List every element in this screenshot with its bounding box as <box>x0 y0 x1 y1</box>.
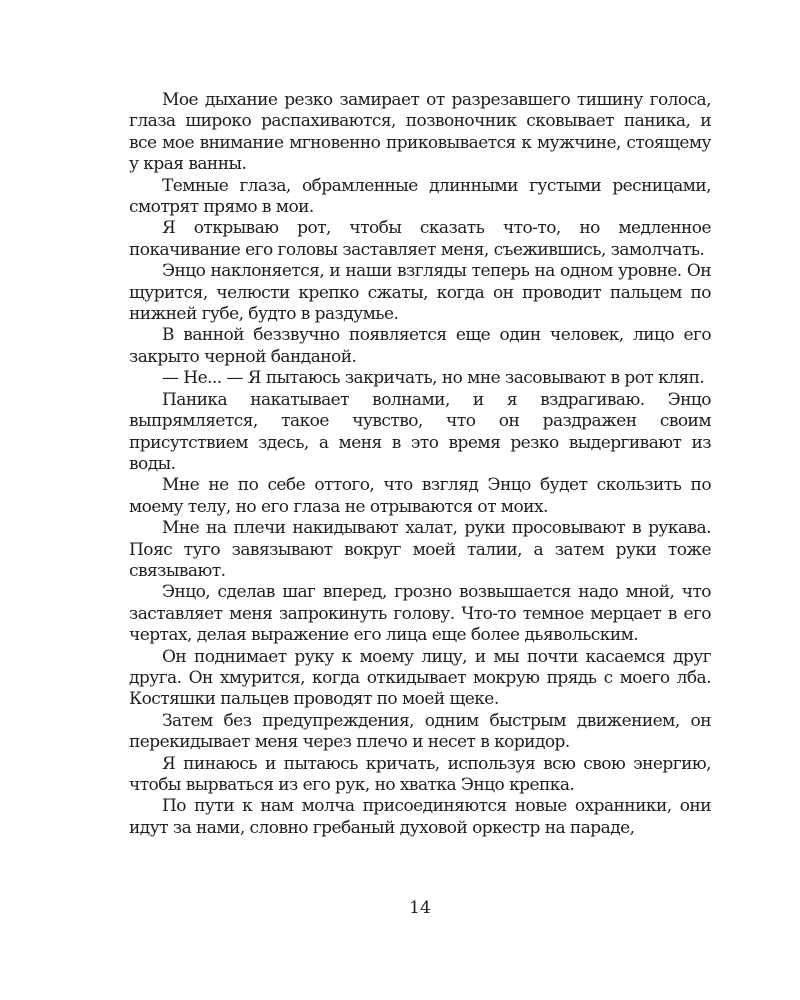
paragraph-2: Темные глаза, обрамленные длинными густыми ресницами, смотрят прямо в мои. <box>129 175 711 218</box>
paragraph-6: — Не... — Я пытаюсь закричать, но мне засовывают в рот кляп. <box>162 368 705 389</box>
paragraph-12: Затем без предупреждения, одним быстрым движением, он перекидывает меня через плечо и несет в коридор. <box>129 710 711 753</box>
paragraph-11: Он поднимает руку к моему лицу, и мы почти касаемся друг друга. Он хмурится, когда откидывает мокрую прядь с моего лба. Костяшки пальцев проводят по моей щеке. <box>129 646 711 710</box>
paragraph-13: Я пинаюсь и пытаюсь кричать, используя всю свою энергию, чтобы вырваться из его рук, но хватка Энцо крепка. <box>129 753 711 795</box>
paragraph-4: Энцо наклоняется, и наши взгляды теперь на одном уровне. Он щурится, челюсти крепко сжаты, когда он проводит пальцем по нижней губе, будто в раздумье. <box>129 261 711 325</box>
paragraph-14: По пути к нам молча присоединяются новые охранники, они идут за нами, словно гребаный духовой оркестр на параде, <box>129 796 711 838</box>
paragraph-10: Энцо, сделав шаг вперед, грозно возвышается надо мной, что заставляет меня запрокинуть голову. Что-то темное мерцает в его чертах, делая выражение его лица еще более дьявольским. <box>129 582 711 646</box>
body-text <box>129 90 711 839</box>
paragraph-8: Мне не по себе оттого, что взгляд Энцо будет скользить по моему телу, но его глаза не отрываются от моих. <box>129 475 711 517</box>
paragraph-7: Паника накатывает волнами, и я вздрагиваю. Энцо выпрямляется, такое чувство, что он раздражен своим присутствием здесь, а меня в это время резко выдергивают из воды. <box>129 389 711 474</box>
page-number: 14 <box>409 898 431 918</box>
paragraph-3: Я открываю рот, чтобы сказать что-то, но медленное покачивание его головы заставляет меня, съежившись, замолчать. <box>129 218 711 260</box>
paragraph-5: В ванной беззвучно появляется еще один человек, лицо его закрыто черной банданой. <box>129 325 711 367</box>
paragraph-1: Мое дыхание резко замирает от разрезавшего тишину голоса, глаза широко распахиваются, позвоночник сковывает паника, и все мое внимание мгновенно приковывается к мужчине, стоящему у края ванны. <box>129 90 711 175</box>
paragraph-9: Мне на плечи накидывают халат, руки просовывают в рукава. Пояс туго завязывают вокруг моей талии, а затем руки тоже связывают. <box>129 518 711 581</box>
